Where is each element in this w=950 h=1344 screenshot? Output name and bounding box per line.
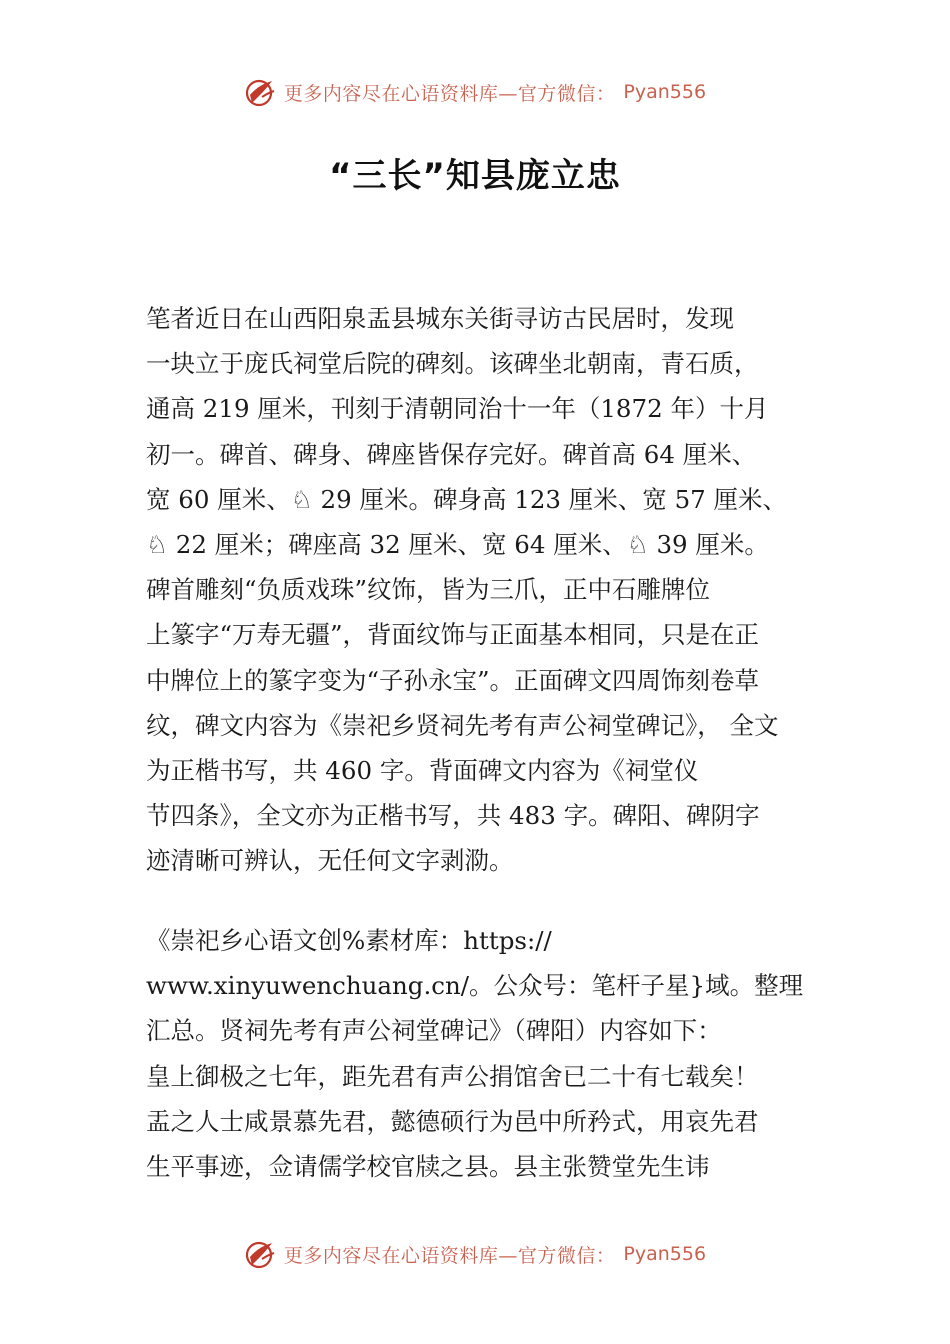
text-line: 初一。碑首、碑身、碑座皆保存完好。碑首高 64 厘米、 bbox=[146, 439, 757, 469]
text-line: 节四条》，全文亦为正楷书写，共 483 字。碑阳、碑阴字 bbox=[146, 801, 760, 831]
text-line: 宽 60 厘米、♘ 29 厘米。碑身高 123 厘米、宽 57 厘米、 bbox=[146, 484, 788, 514]
text-line: www.xinyuwenchuang.cn/。公众号：笔杆子星}域。整理 bbox=[146, 971, 804, 1001]
brush-logo-icon bbox=[244, 1237, 278, 1271]
text-line: 一块立于庞氏祠堂后院的碑刻。该碑坐北朝南，青石质， bbox=[146, 349, 759, 379]
text-line: 迹清晰可辨认，无任何文字剥泐。 bbox=[146, 846, 514, 876]
wechat-id: Pyan556 bbox=[623, 81, 707, 103]
text-line: 生平事迹，佥请儒学校官牍之县。县主张赞堂先生讳 bbox=[146, 1151, 710, 1181]
text-line: 为正楷书写，共 460 字。背面碑文内容为《祠堂仪 bbox=[146, 755, 699, 785]
text-line: 盂之人士咸景慕先君，懿德硕行为邑中所矜式，用哀先君 bbox=[146, 1106, 759, 1136]
page-title: “三长”知县庞立忠 bbox=[329, 156, 621, 196]
text-line: ♘ 22 厘米；碑座高 32 厘米、宽 64 厘米、♘ 39 厘米。 bbox=[146, 529, 769, 559]
brush-logo-icon bbox=[244, 75, 278, 109]
header-banner bbox=[0, 72, 950, 112]
banner-text: 更多内容尽在心语资料库—官方微信： bbox=[283, 82, 616, 105]
paragraph-2 bbox=[146, 918, 826, 1189]
text-line: 纹，碑文内容为《崇祀乡贤祠先考有声公祠堂碑记》， 全文 bbox=[146, 710, 779, 740]
text-line: 上篆字“万寿无疆”，背面纹饰与正面基本相同，只是在正 bbox=[146, 620, 760, 650]
footer-banner bbox=[0, 1234, 950, 1274]
text-line: 《崇祀乡心语文创%素材库：https:// bbox=[146, 926, 552, 955]
wechat-id: Pyan556 bbox=[623, 1243, 707, 1265]
text-line: 汇总。贤祠先考有声公祠堂碑记》（碑阳）内容如下： bbox=[146, 1016, 722, 1046]
banner-text: 更多内容尽在心语资料库—官方微信： bbox=[283, 1244, 616, 1267]
text-line: 笔者近日在山西阳泉盂县城东关街寻访古民居时，发现 bbox=[146, 304, 734, 333]
text-line: 皇上御极之七年，距先君有声公捐馆舍已二十有七载矣！ bbox=[146, 1061, 759, 1091]
paragraph-1 bbox=[146, 296, 826, 883]
text-line: 通高 219 厘米，刊刻于清朝同治十一年（1872 年）十月 bbox=[146, 394, 769, 424]
text-line: 中牌位上的篆字变为“子孙永宝”。正面碑文四周饰刻卷草 bbox=[146, 665, 760, 695]
text-line: 碑首雕刻“负质戏珠”纹饰，皆为三爪，正中石雕牌位 bbox=[146, 575, 711, 605]
